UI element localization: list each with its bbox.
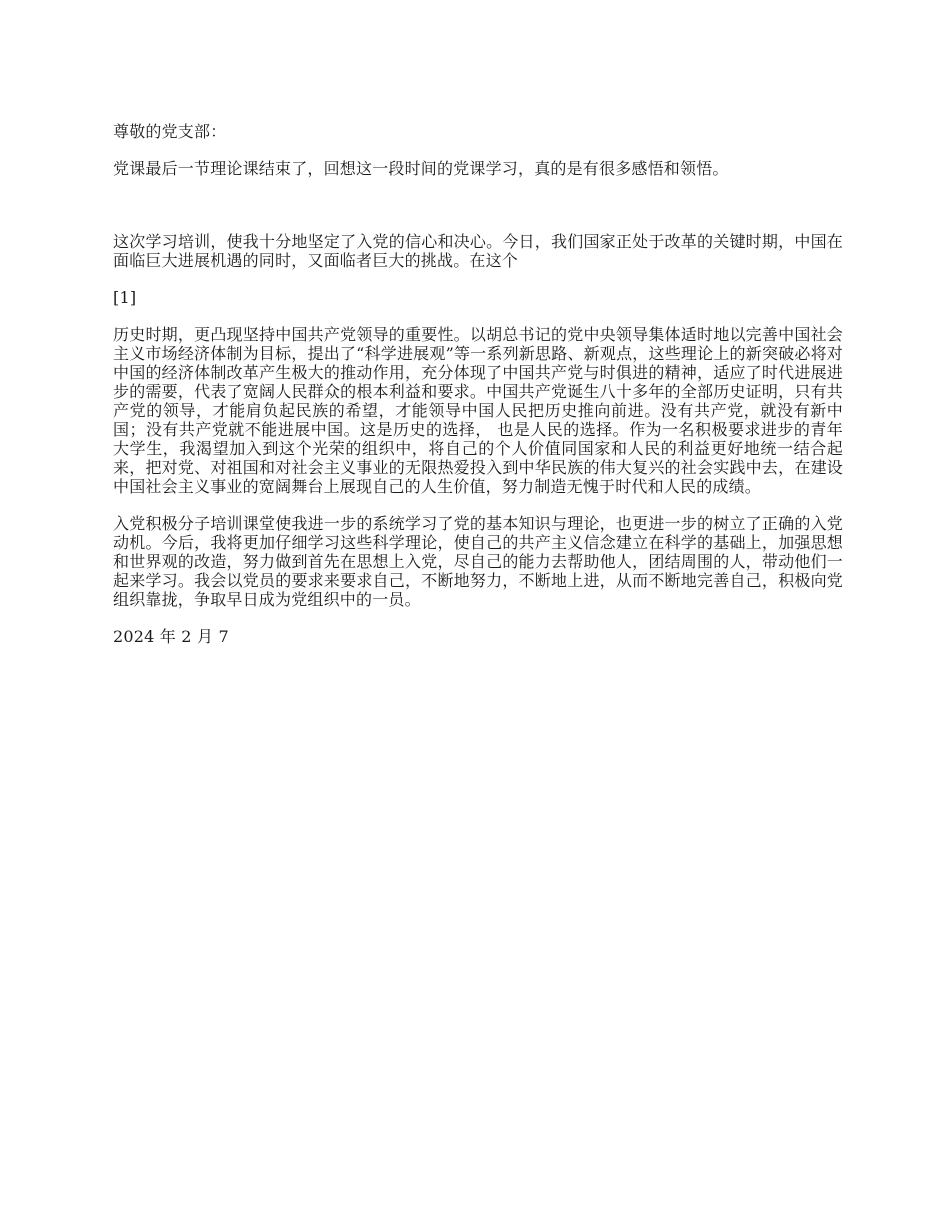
paragraph-1: 这次学习培训，使我十分地坚定了入党的信心和决心。今日，我们国家正处于改革的关键时期，中国在面临巨大进展机遇的同时，又面临者巨大的挑战。在这个 — [113, 232, 843, 270]
salutation: 尊敬的党支部： — [113, 122, 227, 141]
paragraph-2: 历史时期，更凸现坚持中国共产党领导的重要性。以胡总书记的党中央领导集体适时地以完善中国社会主义市场经济体制为目标，提出了“科学进展观”等一系列新思路、新观点，这些理论上的新突破必将对中国的经济体制改革产生极大的推动作用，充分体现了中国共产党与时俱进的精神，适应了时代进展进步的需要，代表了宽阔人民群众的根本利益和要求。中国共产党诞生八十多年的全部历史证明，只有共产党的领导，才能肩负起民族的希望，才能领导中国人民把历史推向前进。没有共产党，就没有新中国；没有共产党就不能进展中国。这是历史的选择， 也是人民的选择。作为一名积极要求进步的青年大学生，我渴望加入到这个光荣的组织中，将自己的个人价值同国家和人民的利益更好地统一结合起来，把对党、对祖国和对社会主义事业的无限热爱投入到中华民族的伟大复兴的社会实践中去，在建设中国社会主义事业的宽阔舞台上展现自己的人生价值，努力制造无愧于时代和人民的成绩。 — [113, 325, 843, 496]
letter-body — [113, 122, 843, 664]
footnote-reference: [1] — [113, 288, 137, 307]
paragraph-3: 入党积极分子培训课堂使我进一步的系统学习了党的基本知识与理论，也更进一步的树立了正确的入党动机。今后，我将更加仔细学习这些科学理论，使自己的共产主义信念建立在科学的基础上，加强思想和世界观的改造，努力做到首先在思想上入党，尽自己的能力去帮助他人，团结周围的人，带动他们一起来学习。我会以党员的要求来要求自己，不断地努力，不断地上进，从而不断地完善自己，积极向党组织靠拢，争取早日成为党组织中的一员。 — [113, 514, 843, 609]
intro-paragraph: 党课最后一节理论课结束了，回想这一段时间的党课学习，真的是有很多感悟和领悟。 — [113, 159, 729, 178]
letter-date: 2024 年 2 月 7 — [113, 627, 229, 646]
blank-spacer — [113, 196, 843, 232]
